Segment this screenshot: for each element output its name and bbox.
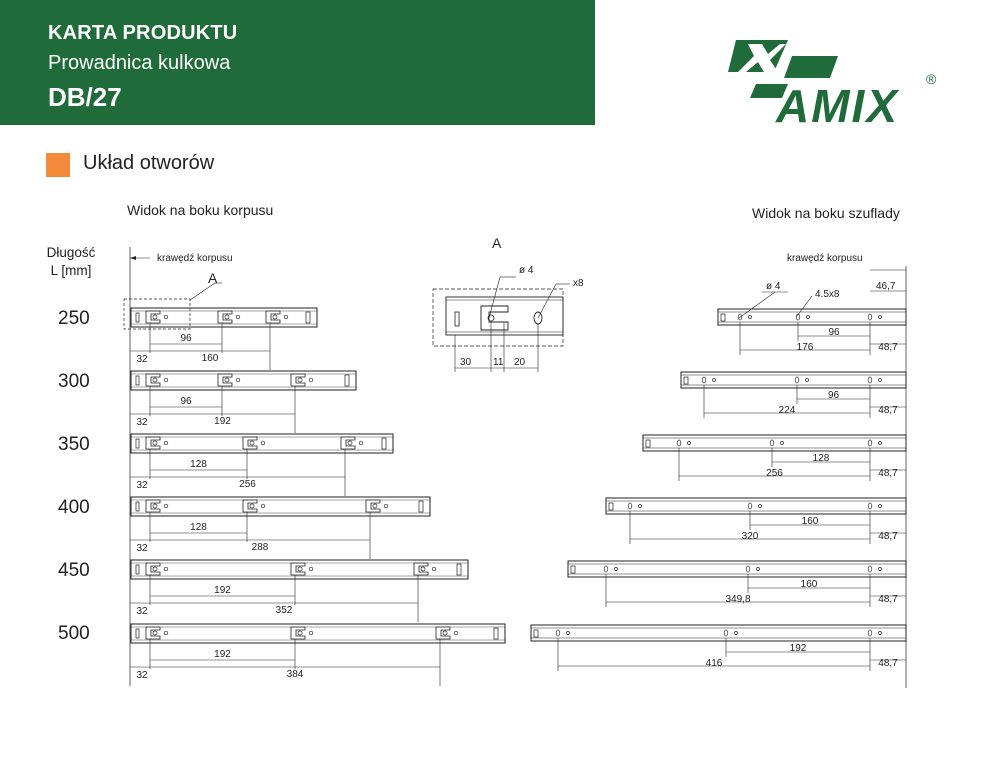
rail-slot (868, 630, 872, 636)
left-rail-row (130, 624, 505, 686)
dim-label-b: 416 (705, 658, 723, 669)
detail-end-slot (455, 312, 459, 326)
rail-hole (236, 378, 240, 382)
detail-title: A (492, 235, 502, 251)
left-rail-row (130, 434, 393, 496)
rail-hole (807, 316, 810, 319)
left-rail-row (130, 560, 468, 622)
logo-registered: ® (926, 71, 937, 87)
left-view-rows (130, 308, 505, 686)
rail-slot (795, 377, 799, 383)
dim-label-c: 192 (214, 416, 231, 427)
dim-label-a: 96 (827, 390, 840, 401)
length-value: 450 (58, 560, 90, 581)
section-title: Układ otworów (83, 152, 215, 174)
right-slot-label: 4.5x8 (815, 289, 840, 300)
rail-end-slot (136, 629, 139, 638)
rail-hole (781, 442, 784, 445)
rail-hole (879, 568, 882, 571)
dim-label-c: 48,7 (878, 594, 898, 605)
rail-hole (273, 315, 277, 319)
dim-label-c: 48,7 (878, 468, 898, 479)
rail-hole (348, 441, 352, 445)
rail-end-slot (136, 313, 139, 322)
right-rail (718, 309, 906, 325)
rail-end-slot (534, 630, 538, 637)
right-rail-row (643, 435, 906, 481)
rail-hole (373, 504, 377, 508)
rail-hole (879, 442, 882, 445)
dim-label-a: 32 (136, 480, 148, 491)
detail-hole-label: ø 4 (519, 265, 534, 276)
rail-hole (153, 441, 157, 445)
rail-hole (309, 567, 313, 571)
rail-end-mark (494, 628, 498, 639)
rail-hole (713, 379, 716, 382)
rail-hole (153, 631, 157, 635)
length-value: 350 (58, 434, 90, 455)
dim-label-a: 32 (136, 417, 148, 428)
detail-dim: 30 (460, 357, 472, 368)
rail-hole (879, 632, 882, 635)
detail-ref-label: A (208, 270, 218, 286)
rail-hole (153, 504, 157, 508)
dim-label-a: 96 (828, 327, 840, 338)
right-rail-row (568, 561, 906, 607)
rail-slot (868, 503, 872, 509)
rail-hole (164, 631, 168, 635)
dim-label-a: 160 (801, 516, 819, 527)
dim-label-c: 352 (275, 605, 293, 616)
dim-label-b: 192 (214, 585, 231, 596)
rail-hole (688, 442, 691, 445)
dim-label-a: 192 (789, 643, 807, 654)
rail-hole (261, 504, 265, 508)
left-edge-label: krawędź korpusu (157, 253, 233, 264)
dim-label-c: 384 (286, 669, 304, 680)
rail-hole (309, 378, 313, 382)
header-line-2: Prowadnica kulkowa (48, 52, 231, 74)
rail-hole (153, 378, 157, 382)
left-rail-row (130, 497, 430, 559)
right-hole-label: ø 4 (766, 281, 781, 292)
right-rail-row (718, 309, 906, 355)
rail-hole (153, 315, 157, 319)
rail-hole (236, 315, 240, 319)
rail-end-slot (721, 314, 725, 321)
right-rail (568, 561, 906, 577)
rail-hole (164, 441, 168, 445)
rail-hole (615, 568, 618, 571)
dim-label-b: 96 (180, 396, 192, 407)
rail-slot (868, 314, 872, 320)
right-rail (681, 372, 906, 388)
rail-end-slot (136, 439, 139, 448)
rail-slot (677, 440, 681, 446)
rail-hole (749, 316, 752, 319)
right-rail (531, 625, 906, 641)
rail-end-mark (419, 501, 423, 512)
dim-label-b: 96 (180, 333, 192, 344)
dim-label-c: 160 (201, 353, 219, 364)
rail-slot (724, 630, 728, 636)
dim-label-b: 320 (741, 531, 759, 542)
length-header-line-2: L [mm] (50, 263, 92, 278)
rail-slot (702, 377, 706, 383)
rail-end-slot (136, 565, 139, 574)
right-top-offset: 46,7 (876, 281, 896, 292)
right-rail (643, 435, 906, 451)
rail-hole (757, 568, 760, 571)
dim-label-a: 160 (800, 579, 818, 590)
rail-hole (806, 379, 809, 382)
dim-label-b: 128 (190, 522, 207, 533)
rail-end-mark (457, 564, 461, 575)
right-rail-row (531, 625, 906, 671)
rail-hole (443, 631, 447, 635)
rail-hole (879, 505, 882, 508)
rail-slot (628, 503, 632, 509)
length-value: 500 (58, 623, 90, 644)
rail-hole (384, 504, 388, 508)
rail-hole (359, 441, 363, 445)
left-rail-row (130, 308, 317, 370)
rail-end-slot (136, 502, 139, 511)
rail-hole (432, 567, 436, 571)
rail-slot (770, 440, 774, 446)
dim-label-c: 48,7 (878, 342, 898, 353)
edge-arrowhead (130, 256, 136, 260)
rail-end-slot (646, 440, 650, 447)
right-view-rows (531, 309, 906, 671)
rail-hole (225, 378, 229, 382)
rail-slot (746, 566, 750, 572)
dim-label-a: 32 (136, 543, 148, 554)
rail-hole (879, 316, 882, 319)
right-rail-row (606, 498, 906, 544)
rail-hole (164, 315, 168, 319)
dim-label-a: 32 (136, 606, 148, 617)
dim-label-b: 224 (778, 405, 796, 416)
rail-hole (164, 567, 168, 571)
rail-hole (153, 567, 157, 571)
dim-label-b: 176 (796, 342, 814, 353)
dim-label-a: 32 (136, 670, 148, 681)
rail-hole (759, 505, 762, 508)
logo-text: AMIX (776, 80, 899, 128)
rail-hole (639, 505, 642, 508)
rail-end-mark (345, 375, 349, 386)
rail-hole (735, 632, 738, 635)
rail-end-slot (684, 377, 688, 384)
left-rail-row (130, 371, 356, 433)
rail-hole (421, 567, 425, 571)
dim-label-c: 48,7 (878, 531, 898, 542)
dim-label-c: 48,7 (878, 658, 898, 669)
right-edge-label: krawędź korpusu (787, 253, 863, 264)
rail-hole (298, 567, 302, 571)
right-rail-row (681, 372, 906, 418)
rail-end-slot (571, 566, 575, 573)
rail-hole (298, 631, 302, 635)
rail-hole (567, 632, 570, 635)
rail-hole (250, 504, 254, 508)
rail-slot (868, 377, 872, 383)
rail-end-mark (306, 312, 310, 323)
length-value: 400 (58, 497, 90, 518)
detail-dim: 11 (493, 357, 504, 368)
detail-rail (446, 297, 563, 335)
rail-slot (556, 630, 560, 636)
detail-dim: 20 (514, 357, 526, 368)
detail-ref-leader (190, 283, 215, 300)
dim-label-b: 256 (766, 468, 783, 479)
rail-hole (261, 441, 265, 445)
dim-label-c: 48,7 (878, 405, 898, 416)
length-value: 250 (58, 308, 90, 329)
length-header-line-1: Długość (46, 245, 96, 260)
rail-hole (879, 379, 882, 382)
dim-label-b: 192 (214, 649, 231, 660)
rail-hole (454, 631, 458, 635)
rail-hole (164, 378, 168, 382)
dim-label-a: 128 (812, 453, 830, 464)
rail-slot (868, 566, 872, 572)
right-rail (606, 498, 906, 514)
dim-label-a: 32 (136, 354, 148, 365)
detail-count-label: x8 (573, 278, 584, 289)
rail-end-slot (136, 376, 139, 385)
rail-hole (309, 631, 313, 635)
dim-label-b: 128 (190, 459, 207, 470)
rail-hole (225, 315, 229, 319)
dim-label-c: 288 (251, 542, 269, 553)
rail-hole (164, 504, 168, 508)
length-value: 300 (58, 371, 90, 392)
right-view-title: Widok na boku szuflady (752, 205, 900, 221)
rail-end-slot (609, 503, 613, 510)
left-view-title: Widok na boku korpusu (127, 202, 274, 218)
rail-slot (748, 503, 752, 509)
rail-hole (250, 441, 254, 445)
header-line-3: DB/27 (48, 82, 122, 112)
rail-end-mark (382, 438, 386, 449)
dim-label-c: 256 (239, 479, 256, 490)
rail-slot (604, 566, 608, 572)
rail-slot (868, 440, 872, 446)
dim-label-b: 349,8 (725, 594, 751, 605)
header-line-1: KARTA PRODUKTU (48, 22, 238, 44)
rail-hole (284, 315, 288, 319)
rail-hole (298, 378, 302, 382)
detail-frame (433, 289, 563, 346)
